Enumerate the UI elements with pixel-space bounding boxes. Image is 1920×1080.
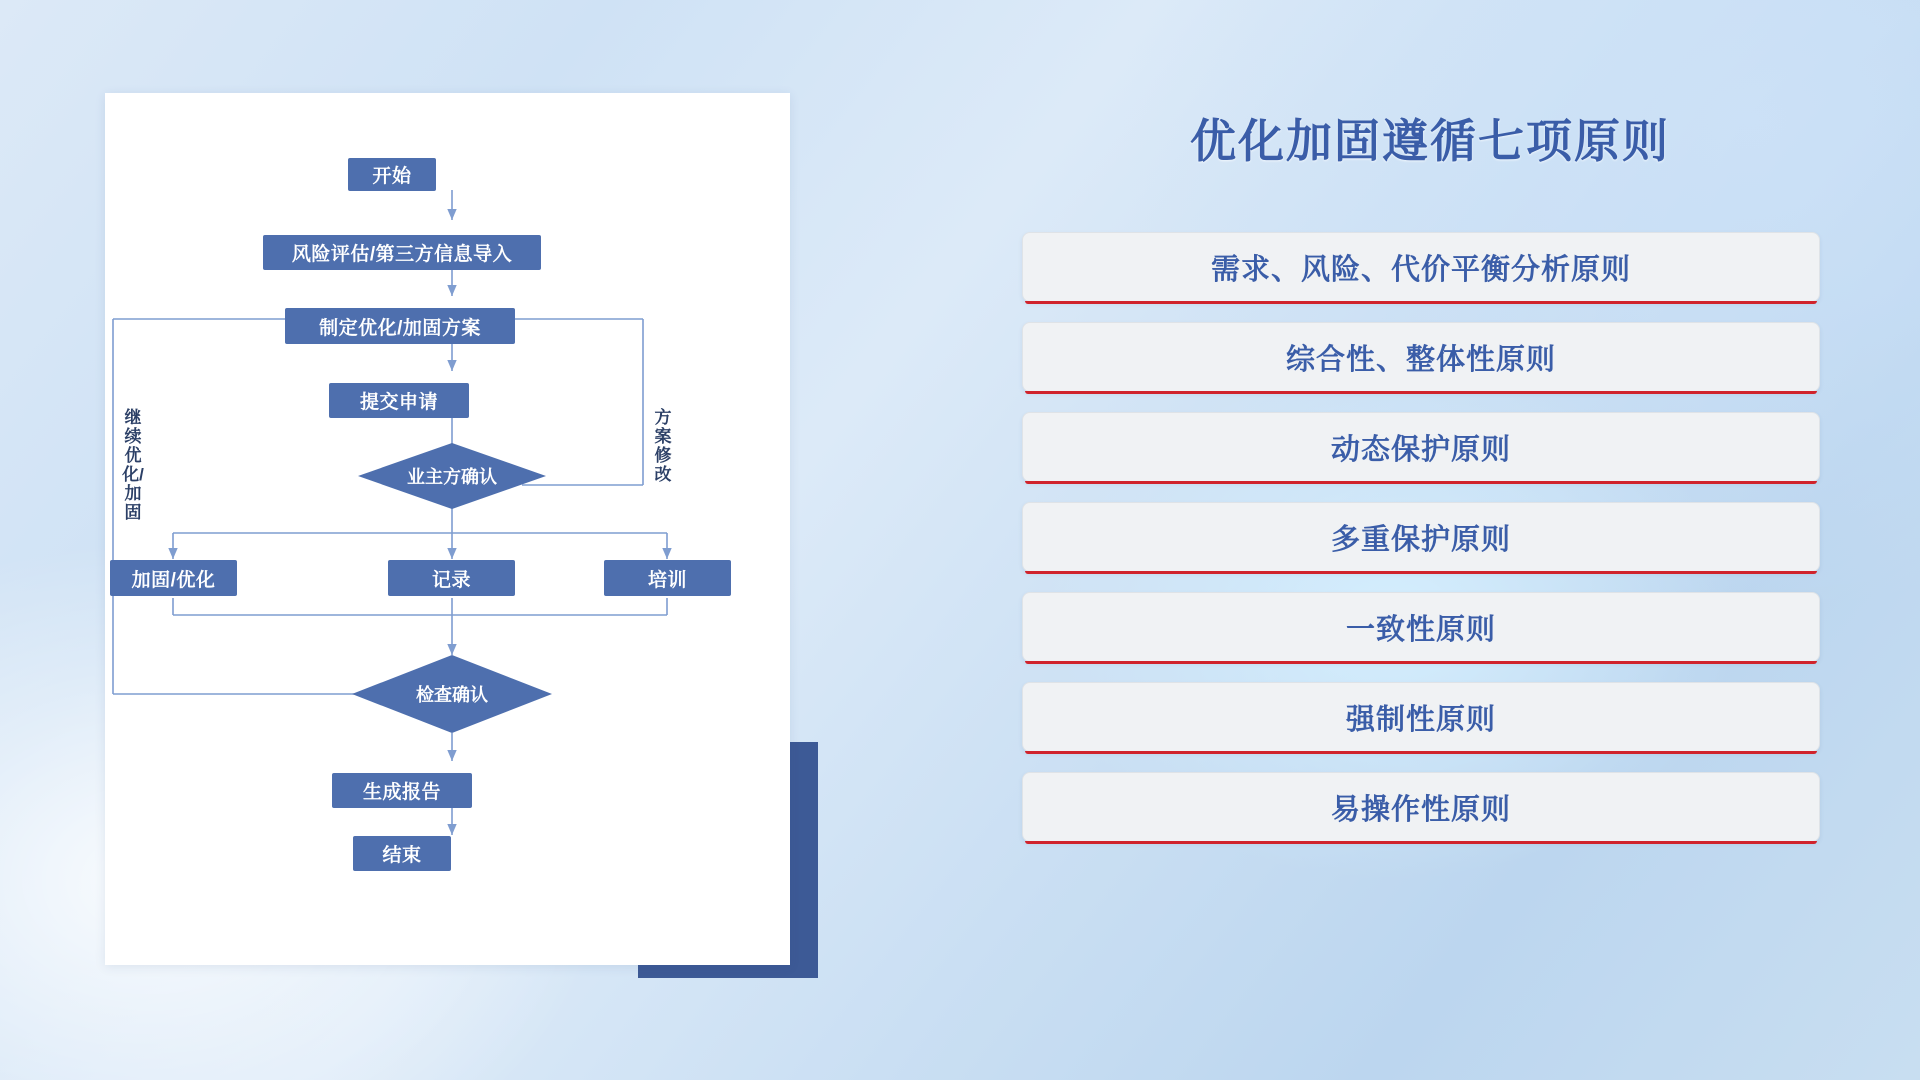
flow-node-training[interactable] xyxy=(604,560,731,596)
flowchart xyxy=(105,93,790,965)
principle-item[interactable] xyxy=(1022,412,1820,482)
flow-node-label: 风险评估/第三方信息导入 xyxy=(291,244,513,265)
flow-node-report[interactable] xyxy=(332,773,472,808)
flow-node-label: 结束 xyxy=(382,845,422,866)
principle-item[interactable] xyxy=(1022,682,1820,752)
flow-node-record[interactable] xyxy=(388,560,515,596)
flow-node-reinforce[interactable] xyxy=(110,560,237,596)
flow-node-label: 检查确认 xyxy=(416,685,488,705)
flow-node-end[interactable] xyxy=(353,836,451,871)
principle-label: 动态保护原则 xyxy=(1330,433,1511,466)
flow-node-plan[interactable] xyxy=(285,308,515,344)
edge-label-plan-revision: 方案修改 xyxy=(654,408,672,485)
principle-label: 综合性、整体性原则 xyxy=(1285,343,1556,376)
principle-label: 需求、风险、代价平衡分析原则 xyxy=(1210,253,1631,286)
principle-item[interactable] xyxy=(1022,322,1820,392)
flowchart-card xyxy=(105,93,790,965)
flow-node-label: 培训 xyxy=(647,569,687,591)
principle-label: 强制性原则 xyxy=(1345,703,1496,736)
flow-node-owner-confirm[interactable] xyxy=(358,443,546,509)
flowchart-connectors xyxy=(105,93,790,965)
principle-label: 多重保护原则 xyxy=(1330,523,1511,556)
edge-label-continue-optimize: 继续优化/加固 xyxy=(122,408,144,523)
flow-node-check-confirm[interactable] xyxy=(352,655,552,733)
flow-node-risk-assessment[interactable] xyxy=(263,235,541,270)
flow-node-label: 提交申请 xyxy=(359,392,438,413)
flow-node-label: 加固/优化 xyxy=(131,569,216,591)
flow-node-label: 记录 xyxy=(431,569,471,591)
flow-node-start[interactable] xyxy=(348,158,436,191)
principle-item[interactable] xyxy=(1022,232,1820,302)
principle-label: 一致性原则 xyxy=(1345,613,1496,646)
principle-item[interactable] xyxy=(1022,772,1820,842)
flow-node-label: 开始 xyxy=(372,166,412,187)
flow-node-label: 业主方确认 xyxy=(407,467,497,487)
flow-node-submit[interactable] xyxy=(329,383,469,418)
principle-item[interactable] xyxy=(1022,502,1820,572)
principles-list xyxy=(1022,232,1820,862)
page-title: 优化加固遵循七项原则 xyxy=(1190,115,1670,167)
flow-node-label: 制定优化/加固方案 xyxy=(319,317,481,339)
principle-label: 易操作性原则 xyxy=(1330,793,1511,826)
principle-item[interactable] xyxy=(1022,592,1820,662)
flow-node-label: 生成报告 xyxy=(362,782,441,803)
